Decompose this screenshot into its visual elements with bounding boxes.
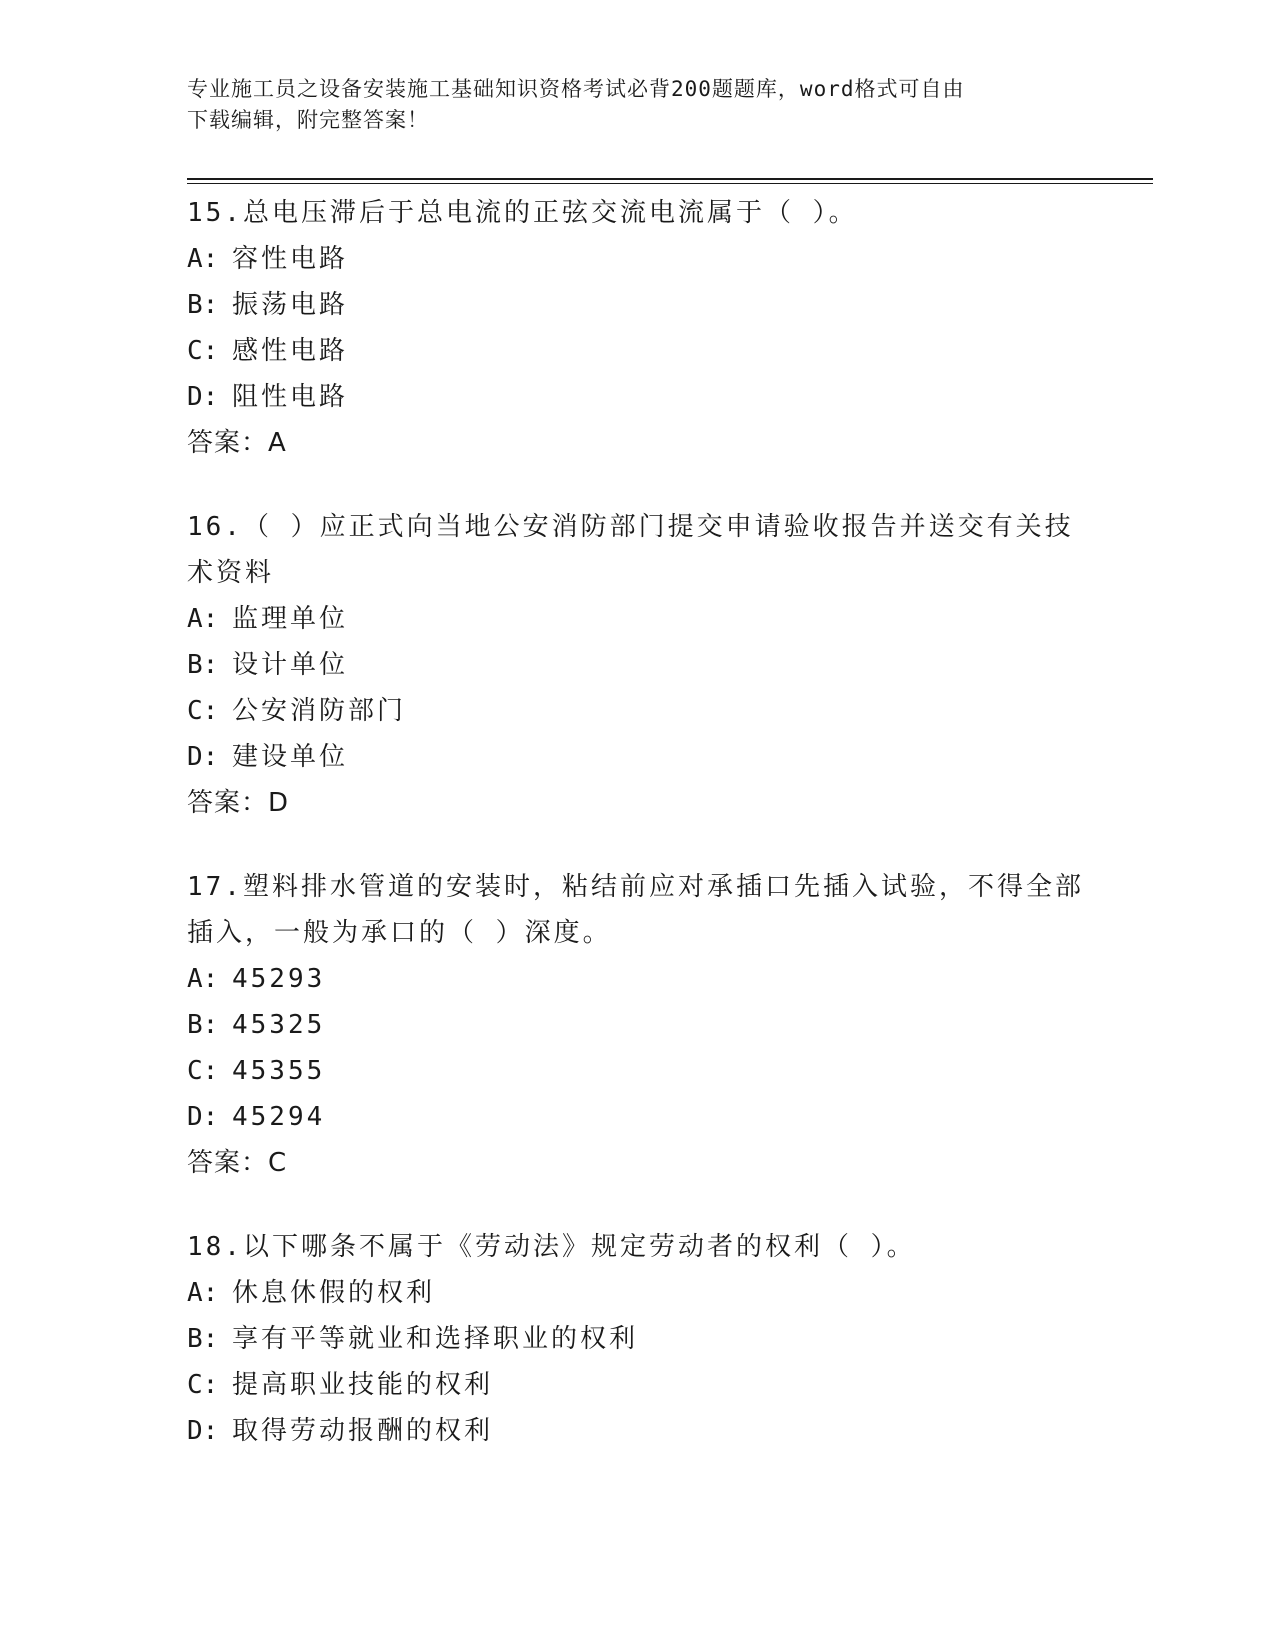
option-a: [187, 236, 1087, 282]
answer-line: 答案：D: [187, 788, 290, 818]
option-text: 提高职业技能的权利: [232, 1370, 494, 1400]
option-b: [187, 1316, 1087, 1362]
question-stem: 16.（ ）应正式向当地公安消防部门提交申请验收报告并送交有关技: [187, 512, 1074, 542]
option-c: [187, 1048, 1087, 1094]
option-letter: D:: [187, 1416, 219, 1446]
option-d: [187, 374, 1087, 420]
option-text: 阻性电路: [232, 382, 349, 412]
header-line-1: 专业施工员之设备安装施工基础知识资格考试必背200题题库，word格式可自由: [187, 77, 965, 101]
option-letter: C:: [187, 336, 219, 366]
option-text: 休息休假的权利: [232, 1278, 436, 1308]
option-letter: B:: [187, 1324, 219, 1354]
document-header: [187, 74, 1087, 136]
option-text: 45355: [232, 1056, 326, 1086]
option-a: [187, 1270, 1087, 1316]
option-text: 45294: [232, 1102, 326, 1132]
option-text: 容性电路: [232, 244, 349, 274]
option-c: [187, 688, 1087, 734]
option-text: 享有平等就业和选择职业的权利: [232, 1324, 639, 1354]
option-text: 感性电路: [232, 336, 349, 366]
option-text: 建设单位: [232, 742, 349, 772]
option-text: 监理单位: [232, 604, 349, 634]
option-letter: A:: [187, 964, 219, 994]
option-text: 公安消防部门: [232, 696, 407, 726]
option-letter: D:: [187, 1102, 219, 1132]
header-line-2: 下载编辑，附完整答案！: [187, 108, 429, 132]
option-letter: D:: [187, 382, 219, 412]
option-c: [187, 1362, 1087, 1408]
option-letter: C:: [187, 1056, 219, 1086]
option-letter: A:: [187, 604, 219, 634]
option-text: 振荡电路: [232, 290, 349, 320]
option-letter: B:: [187, 290, 219, 320]
question-stem: 15.总电压滞后于总电流的正弦交流电流属于（ ）。: [187, 198, 858, 228]
question-stem: 18.以下哪条不属于《劳动法》规定劳动者的权利（ ）。: [187, 1232, 916, 1262]
option-letter: B:: [187, 1010, 219, 1040]
question-list: [187, 190, 1087, 1492]
option-d: [187, 734, 1087, 780]
header-divider-thin: [187, 183, 1153, 184]
option-letter: A:: [187, 244, 219, 274]
option-c: [187, 328, 1087, 374]
option-b: [187, 282, 1087, 328]
header-divider-thick: [187, 178, 1153, 180]
option-b: [187, 642, 1087, 688]
option-letter: D:: [187, 742, 219, 772]
option-a: [187, 596, 1087, 642]
question-item: [187, 1224, 1087, 1454]
option-a: [187, 956, 1087, 1002]
option-text: 45325: [232, 1010, 326, 1040]
question-item: [187, 864, 1087, 1186]
option-b: [187, 1002, 1087, 1048]
question-stem-continued: 术资料: [187, 558, 275, 588]
option-letter: B:: [187, 650, 219, 680]
question-item: [187, 504, 1087, 826]
option-text: 取得劳动报酬的权利: [232, 1416, 494, 1446]
option-text: 45293: [232, 964, 326, 994]
question-item: [187, 190, 1087, 466]
option-letter: A:: [187, 1278, 219, 1308]
option-d: [187, 1094, 1087, 1140]
question-stem-continued: 插入，一般为承口的（ ）深度。: [187, 918, 612, 948]
answer-line: 答案：A: [187, 428, 287, 458]
question-stem: 17.塑料排水管道的安装时，粘结前应对承插口先插入试验，不得全部: [187, 872, 1084, 902]
answer-line: 答案：C: [187, 1148, 288, 1178]
option-letter: C:: [187, 696, 219, 726]
option-d: [187, 1408, 1087, 1454]
option-text: 设计单位: [232, 650, 349, 680]
option-letter: C:: [187, 1370, 219, 1400]
